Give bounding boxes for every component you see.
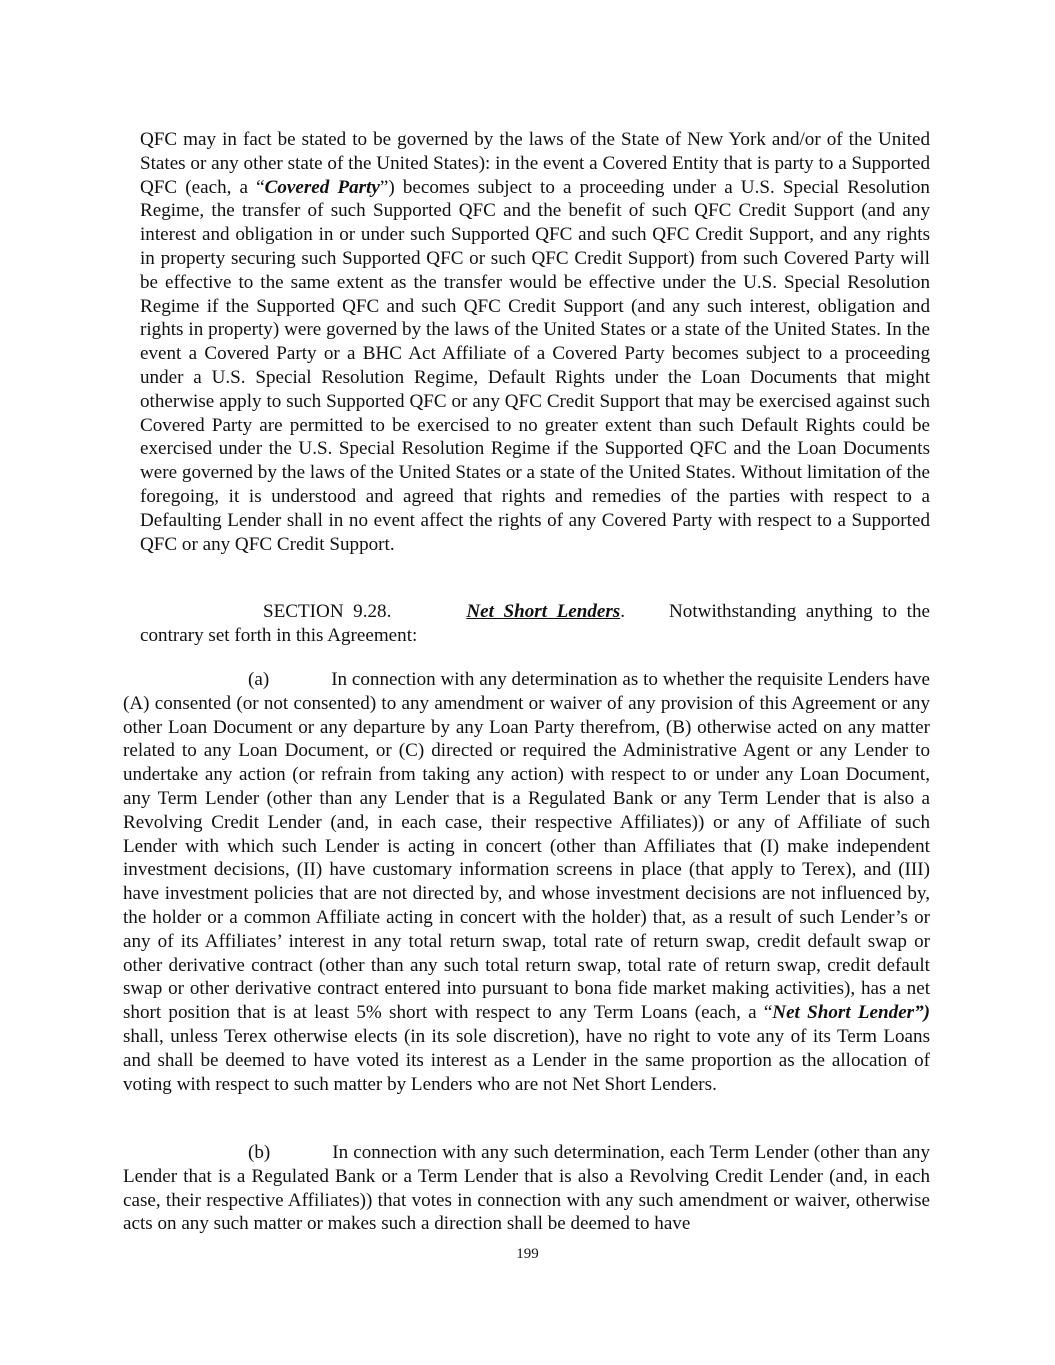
section-intro-text: Notwithstanding anything to the contrary set forth in this Agreement: bbox=[140, 601, 930, 646]
section-title-period: . bbox=[620, 601, 626, 622]
defined-term-net-short-lender: Net Short Lender”) bbox=[772, 1002, 930, 1024]
subsection-a-text-2: shall, unless Terex otherwise elects (in its sole discretion), have no right to vote any of its Term Loans and shall be deemed to have voted its interest as a Lender in the same proportion as the allocation of voting with respect to such matter by Lenders who are not Net Short Lenders. bbox=[123, 1025, 930, 1095]
page-number: 199 bbox=[516, 1246, 539, 1262]
subsection-a-text-1: In connection with any determination as to whether the requisite Lenders have (A) consented (or not consented) to any amendment or waiver of any provision of this Agreement or any other Loan Document or any departure by any Loan Party therefrom, (B) otherwise acted on any matter related to any Loan Document, or (C) directed or required the Administrative Agent or any Lender to undertake any action (or refrain from taking any action) with respect to or under any Loan Document, any Term Lender (other than any Lender that is a Regulated Bank or any Term Lender that is also a Revolving Credit Lender (and, in each case, their respective Affiliates)) or any of Affiliate of such Lender with which such Lender is acting in concert (other than Affiliates that (I) make independent investment decisions, (II) have customary information screens in place (that apply to Terex), and (III) have investment policies that are not directed by, and whose investment decisions are not influenced by, the holder or a common Affiliate acting in concert with the holder) that, as a result of such Lender’s or any of its Affiliates’ interest in any total return swap, total rate of return swap, credit default swap or other derivative contract (other than any such total return swap, total rate of return swap, credit default swap or other derivative contract entered into pursuant to bona fide market making activities), has a net short position that is at least 5% short with respect to any Term Loans (each, a “ bbox=[123, 669, 930, 1024]
section-title: Net Short Lenders bbox=[466, 601, 621, 622]
section-9-28-heading bbox=[140, 600, 930, 648]
subsection-a-label: (a) bbox=[248, 669, 270, 690]
subsection-a bbox=[123, 668, 930, 1096]
qfc-text-1: QFC may in fact be stated to be governed by the laws of the State of New York and/or of the United States or any other state of the United States): in the event a Covered Entity that is party to a Supported QFC (each, a “ bbox=[140, 129, 930, 198]
defined-term-covered-party: Covered Party bbox=[264, 176, 380, 198]
subsection-b-text: In connection with any such determination, each Term Lender (other than any Lender that is a Regulated Bank or a Term Lender that is also a Revolving Credit Lender (and, in each case, their respective Affiliates)) that votes in connection with any such amendment or waiver, otherwise acts on any such matter or makes such a direction shall be deemed to have bbox=[123, 1142, 930, 1235]
subsection-b-label: (b) bbox=[248, 1142, 271, 1163]
subsection-b bbox=[123, 1141, 930, 1236]
section-number: SECTION 9.28. bbox=[263, 601, 392, 622]
paragraph-qfc-continuation bbox=[140, 128, 930, 556]
qfc-text-2: ”) becomes subject to a proceeding under a U.S. Special Resolution Regime, the transfer of such Supported QFC and the benefit of such QFC Credit Support (and any interest and obligation in or under such Supported QFC and such QFC Credit Support, and any rights in property securing such Supported QFC or such QFC Credit Support) from such Covered Party will be effective to the same extent as the transfer would be effective under the U.S. Special Resolution Regime if the Supported QFC and such QFC Credit Support (and any such interest, obligation and rights in property) were governed by the laws of the United States or a state of the United States. In the event a Covered Party or a BHC Act Affiliate of a Covered Party becomes subject to a proceeding under a U.S. Special Resolution Regime, Default Rights under the Loan Documents that might otherwise apply to such Supported QFC or any QFC Credit Support that may be exercised against such Covered Party are permitted to be exercised to no greater extent than such Default Rights could be exercised under the U.S. Special Resolution Regime if the Supported QFC and the Loan Documents were governed by the laws of the United States or a state of the United States. Without limitation of the foregoing, it is understood and agreed that rights and remedies of the parties with respect to a Defaulting Lender shall in no event affect the rights of any Covered Party with respect to a Supported QFC or any QFC Credit Support. bbox=[140, 176, 930, 555]
